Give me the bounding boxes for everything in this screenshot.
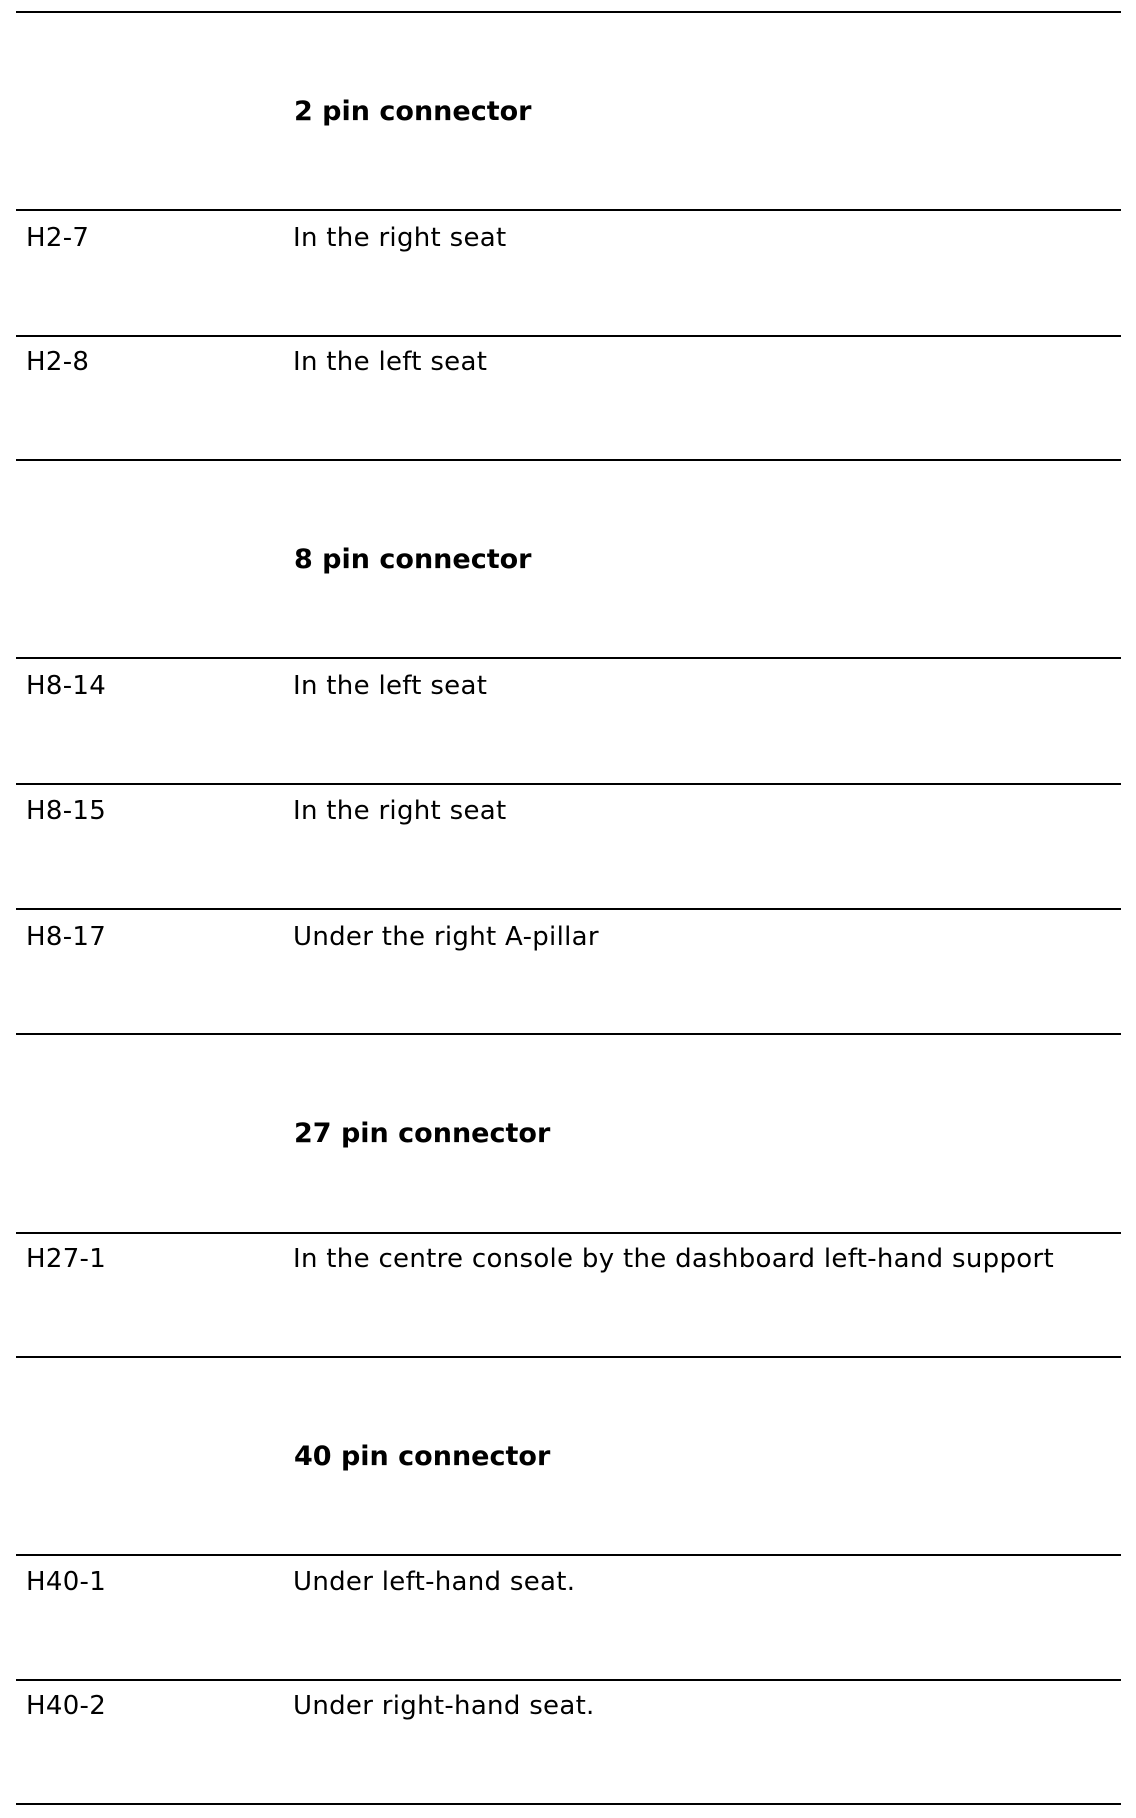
section-heading-8-pin: 8 pin connector (294, 544, 532, 575)
connector-location: In the left seat (293, 671, 488, 701)
table-rule (16, 1803, 1121, 1805)
connector-location: In the centre console by the dashboard left-hand support (293, 1244, 1054, 1274)
connector-code: H2-7 (26, 223, 90, 253)
table-rule (16, 783, 1121, 785)
table-rule (16, 459, 1121, 461)
connector-location: Under right-hand seat. (293, 1691, 595, 1721)
section-heading-27-pin: 27 pin connector (294, 1118, 551, 1149)
table-rule (16, 11, 1121, 13)
table-rule (16, 1679, 1121, 1681)
table-rule (16, 1232, 1121, 1234)
connector-location: In the left seat (293, 347, 488, 377)
connector-code: H8-17 (26, 922, 107, 952)
connector-location: Under left-hand seat. (293, 1567, 576, 1597)
connector-location: Under the right A-pillar (293, 922, 599, 952)
table-rule (16, 1033, 1121, 1035)
table-rule (16, 1356, 1121, 1358)
connector-code: H2-8 (26, 347, 90, 377)
table-rule (16, 1554, 1121, 1556)
connector-code: H8-15 (26, 796, 107, 826)
connector-code: H40-1 (26, 1567, 107, 1597)
table-rule (16, 908, 1121, 910)
connector-location: In the right seat (293, 796, 507, 826)
connector-code: H27-1 (26, 1244, 107, 1274)
table-rule (16, 209, 1121, 211)
section-heading-2-pin: 2 pin connector (294, 96, 532, 127)
connector-code: H8-14 (26, 671, 107, 701)
connector-location: In the right seat (293, 223, 507, 253)
table-rule (16, 335, 1121, 337)
section-heading-40-pin: 40 pin connector (294, 1441, 551, 1472)
connector-code: H40-2 (26, 1691, 107, 1721)
table-rule (16, 657, 1121, 659)
